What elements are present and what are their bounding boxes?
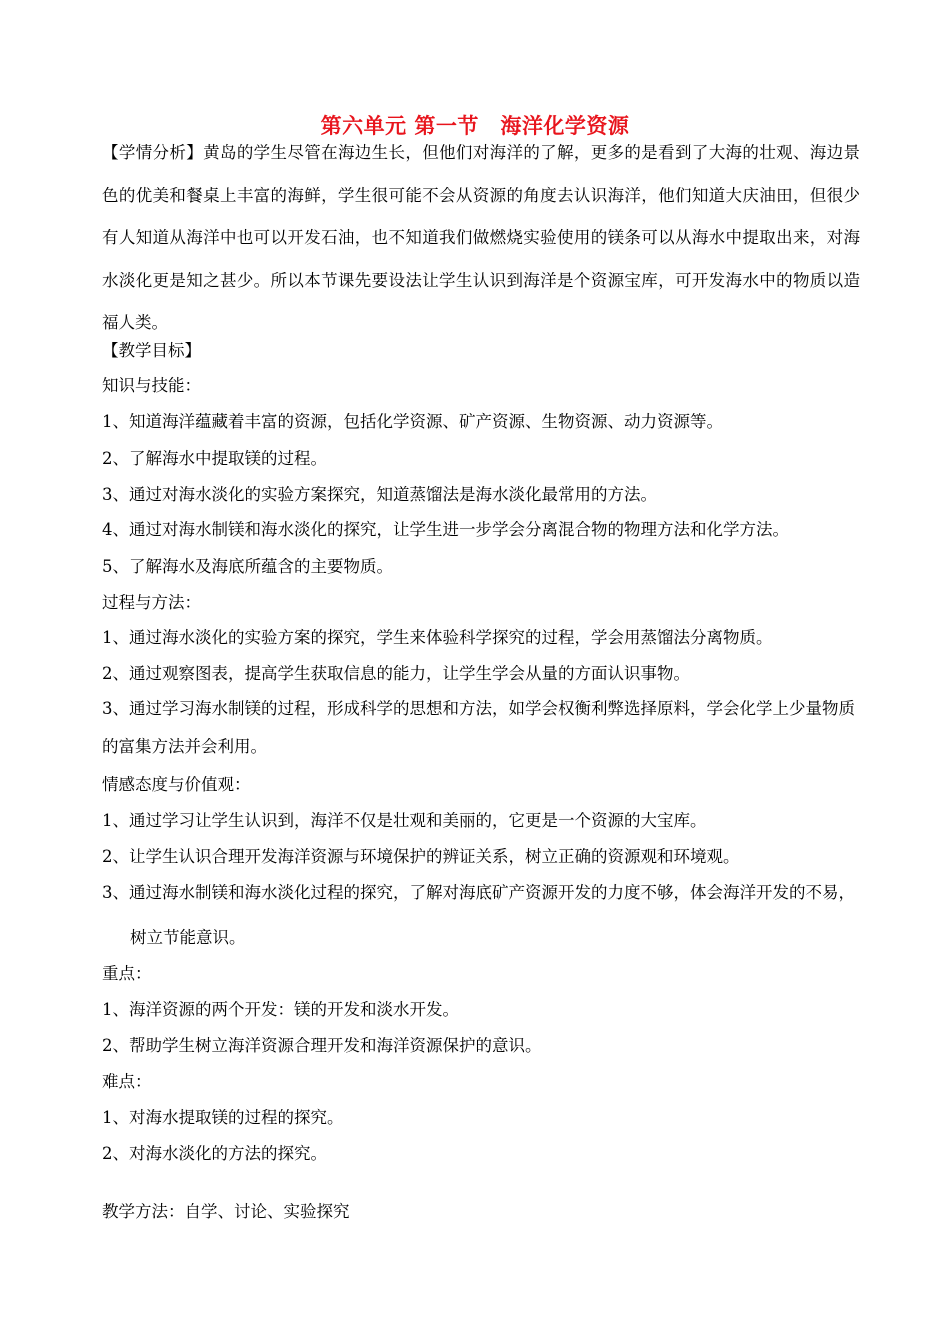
key-point-item: 2、帮助学生树立海洋资源合理开发和海洋资源保护的意识。 [102, 1036, 542, 1055]
analysis-paragraph [102, 132, 860, 345]
item-number: 1、 [102, 811, 129, 830]
process-item [102, 690, 860, 766]
teaching-method: 教学方法：自学、讨论、实验探究 [102, 1202, 350, 1221]
knowledge-item [102, 520, 789, 540]
difficulty-item: 2、对海水淡化的方法的探究。 [102, 1144, 327, 1163]
item-text: 知道海洋蕴藏着丰富的资源，包括化学资源、矿产资源、生物资源、动力资源等。 [129, 412, 723, 431]
item-text: 了解海水及海底所蕴含的主要物质。 [129, 557, 393, 576]
item-text: 通过观察图表，提高学生获取信息的能力，让学生学会从量的方面认识事物。 [129, 664, 690, 683]
item-text: 了解海水中提取镁的过程。 [129, 449, 327, 468]
process-item [102, 664, 690, 684]
item-number: 2、 [102, 847, 129, 866]
item-number: 5、 [102, 557, 129, 576]
item-number: 3、 [102, 485, 129, 504]
item-number: 3、 [102, 883, 129, 902]
analysis-text: 黄岛的学生尽管在海边生长，但他们对海洋的了解，更多的是看到了大海的壮观、海边景色的优美和餐桌上丰富的海鲜，学生很可能不会从资源的角度去认识海洋，他们知道大庆油田，但很少有人知道从海洋中也可以开发石油，也不知道我们做燃烧实验使用的镁条可以从海水中提取出来，对海水淡化更是知之甚少。所以本节课先要设法让学生认识到海洋是个资源宝库，可开发海水中的物质以造福人类。 [102, 143, 861, 333]
process-heading: 过程与方法： [102, 593, 201, 612]
item-text: 通过学习让学生认识到，海洋不仅是壮观和美丽的，它更是一个资源的大宝库。 [129, 811, 707, 830]
knowledge-heading: 知识与技能： [102, 376, 201, 395]
knowledge-item [102, 412, 723, 432]
difficulty-item: 1、对海水提取镁的过程的探究。 [102, 1108, 344, 1127]
emotion-item [102, 883, 855, 903]
item-number: 3、 [102, 699, 129, 718]
item-number: 4、 [102, 520, 129, 539]
process-item [102, 628, 773, 648]
emotion-item [102, 811, 707, 831]
analysis-label: 【学情分析】 [102, 143, 204, 162]
emotion-heading: 情感态度与价值观： [102, 775, 251, 794]
knowledge-item [102, 557, 393, 577]
item-text: 通过海水制镁和海水淡化过程的探究，了解对海底矿产资源开发的力度不够，体会海洋开发的不易， [129, 883, 855, 902]
item-number: 1、 [102, 628, 129, 647]
difficulties-heading: 难点： [102, 1072, 152, 1091]
key-point-item: 1、海洋资源的两个开发：镁的开发和淡水开发。 [102, 1000, 459, 1019]
knowledge-item [102, 485, 657, 505]
emotion-item [102, 847, 740, 867]
item-number: 2、 [102, 664, 129, 683]
key-points-heading: 重点： [102, 964, 152, 983]
item-number: 2、 [102, 449, 129, 468]
item-text: 通过对海水制镁和海水淡化的探究，让学生进一步学会分离混合物的物理方法和化学方法。 [129, 520, 789, 539]
item-text: 通过对海水淡化的实验方案探究，知道蒸馏法是海水淡化最常用的方法。 [129, 485, 657, 504]
item-text: 让学生认识合理开发海洋资源与环境保护的辨证关系，树立正确的资源观和环境观。 [129, 847, 740, 866]
item-number: 1、 [102, 412, 129, 431]
item-text: 通过学习海水制镁的过程，形成科学的思想和方法，如学会权衡利弊选择原料，学会化学上少量物质的富集方法并会利用。 [102, 699, 855, 756]
document-title: 第六单元 第一节 海洋化学资源 [320, 113, 630, 138]
item-text: 通过海水淡化的实验方案的探究，学生来体验科学探究的过程，学会用蒸馏法分离物质。 [129, 628, 773, 647]
goals-heading: 【教学目标】 [102, 341, 201, 360]
emotion-item-continuation: 树立节能意识。 [130, 928, 246, 947]
knowledge-item [102, 449, 327, 469]
